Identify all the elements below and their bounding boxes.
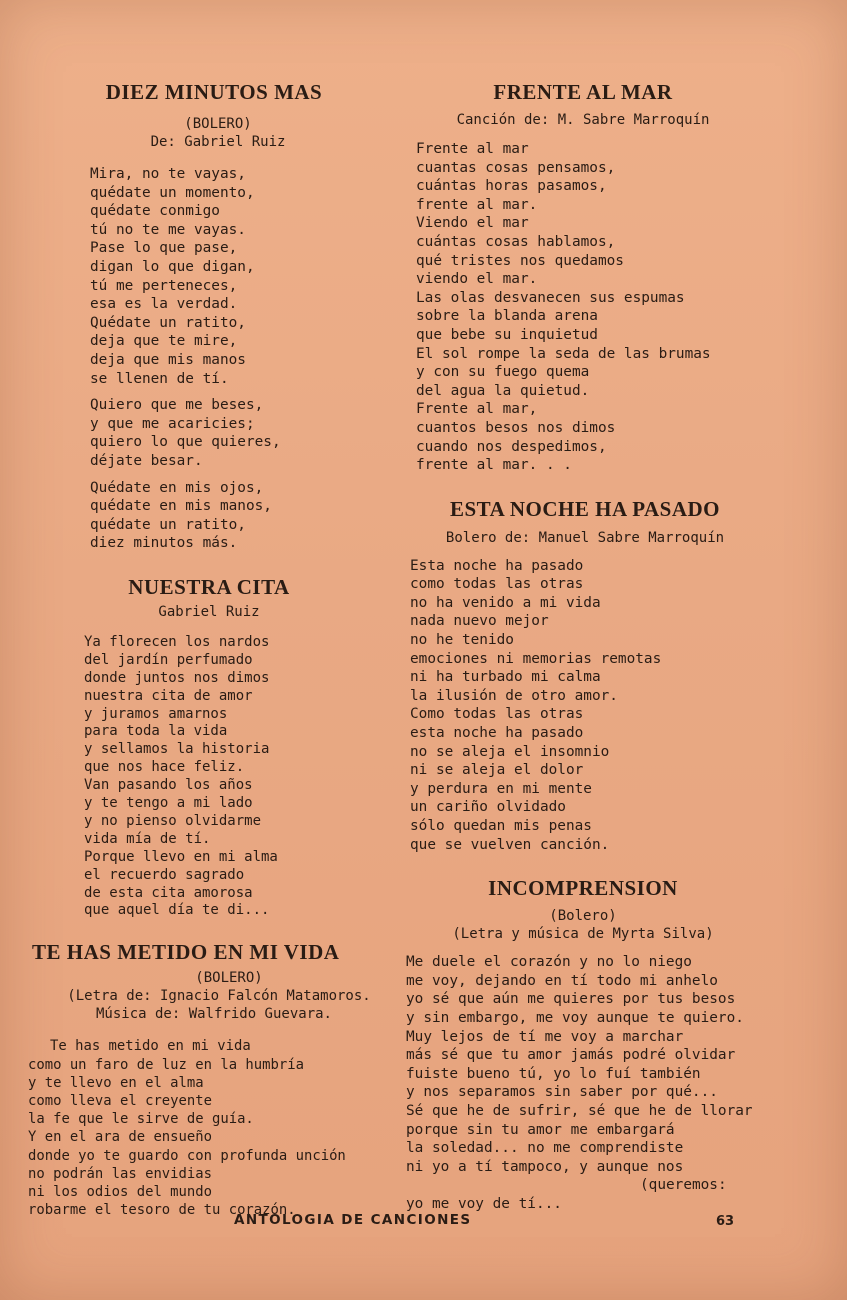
stanza — [90, 239, 394, 388]
lyric-line: me voy, dejando en tí todo mi anhelo — [406, 972, 718, 989]
lyric-line: digan lo que digan, — [90, 258, 255, 275]
lyric-line: esa es la verdad. — [90, 296, 238, 313]
song-lyricist: (Letra de: Ignacio Falcón Matamoros. — [67, 988, 371, 1005]
lyric-line: Como todas las otras — [410, 706, 584, 723]
lyric-line: deja que mis manos — [90, 351, 246, 368]
lyric-line: que aquel día te di... — [84, 902, 270, 919]
lyric-line: Porque llevo en mi alma — [84, 848, 278, 865]
lyric-line: y no pienso olvidarme — [84, 812, 262, 829]
stanza — [84, 634, 394, 921]
lyric-line: y perdura en mi mente — [410, 780, 592, 797]
lyric-line: y con su fuego quema — [416, 364, 590, 381]
stanza — [406, 953, 800, 1027]
lyric-line: un cariño olvidado — [410, 799, 566, 816]
left-column — [24, 80, 394, 1219]
lyric-line: y juramos amarnos — [84, 705, 228, 722]
lyrics — [416, 140, 800, 475]
lyric-line: Ya florecen los nardos — [84, 633, 270, 650]
lyric-line: no he tenido — [410, 632, 514, 649]
lyric-line: Quédate en mis ojos, — [90, 479, 264, 496]
song-te-has-metido — [24, 940, 394, 1219]
song-genre: (BOLERO) — [195, 970, 263, 987]
lyric-line: Mira, no te vayas, — [90, 166, 246, 182]
lyric-line: sólo quedan mis penas — [410, 818, 592, 834]
stanza — [28, 1037, 394, 1219]
song-author: Bolero de: Manuel Sabre Marroquín — [445, 529, 725, 546]
lyric-line: diez minutos más. — [90, 535, 238, 552]
lyric-line: cuantos besos nos dimos — [416, 419, 616, 436]
lyric-line: y sellamos la historia — [84, 741, 270, 758]
lyric-line: Te has metido en mi vida — [50, 1038, 251, 1055]
book-title-footer: ANTOLOGIA DE CANCIONES — [234, 1212, 472, 1228]
song-composer: Música de: Walfrido Guevara. — [95, 1006, 332, 1023]
lyric-line: y que me acaricies; — [90, 415, 255, 432]
lyric-line: (queremos: — [640, 1177, 727, 1194]
lyric-line: sobre la blanda arena — [416, 308, 598, 325]
song-genre: (Bolero) — [549, 908, 617, 925]
lyric-line: y te tengo a mi lado — [84, 795, 253, 812]
lyric-line: como un faro de luz en la humbría — [28, 1056, 304, 1073]
lyric-line: el recuerdo sagrado — [84, 866, 245, 883]
lyric-line: la soledad... no me comprendiste — [406, 1140, 684, 1157]
lyric-line: nuestra cita de amor — [84, 687, 253, 704]
stanza — [410, 705, 800, 854]
lyric-line: no ha venido a mi vida — [410, 594, 601, 611]
lyric-line: Las olas desvanecen sus espumas — [416, 289, 685, 306]
song-incomprension — [400, 876, 800, 1213]
song-diez-minutos-mas — [24, 80, 394, 553]
lyric-line: cuántas cosas hablamos, — [416, 233, 616, 250]
lyric-line: Van pasando los años — [84, 777, 253, 794]
lyric-line: yo me voy de tí... — [406, 1195, 562, 1212]
lyric-line: del agua la quietud. — [416, 382, 590, 399]
lyric-line: del jardín perfumado — [84, 651, 253, 668]
lyric-line: se llenen de tí. — [90, 370, 229, 387]
song-title: DIEZ MINUTOS MAS — [105, 80, 323, 104]
lyric-line: la fe que le sirve de guía. — [28, 1111, 254, 1128]
lyric-line: Me duele el corazón y no lo niego — [406, 954, 692, 971]
stanza — [416, 214, 800, 344]
lyric-line: Quédate un ratito, — [90, 314, 246, 331]
lyric-line: que se vuelven canción. — [410, 836, 610, 853]
lyric-line: para toda la vida — [84, 723, 228, 740]
lyric-line: fuiste bueno tú, yo lo fuí también — [406, 1065, 701, 1082]
song-author: Canción de: M. Sabre Marroquín — [456, 112, 710, 128]
lyric-line: quédate en mis manos, — [90, 498, 272, 515]
lyrics — [406, 953, 800, 1213]
lyric-line: y te llevo en el alma — [28, 1074, 204, 1091]
song-title: NUESTRA CITA — [128, 574, 290, 599]
song-title: INCOMPRENSION — [488, 876, 678, 901]
stanza — [90, 479, 394, 553]
stanza — [406, 1102, 800, 1214]
lyric-line: de esta cita amorosa — [84, 884, 253, 901]
stanza — [416, 345, 800, 475]
lyric-line: y nos separamos sin saber por qué... — [406, 1084, 718, 1101]
stanza — [416, 140, 800, 214]
lyric-line: la ilusión de otro amor. — [410, 687, 618, 704]
lyric-line: quédate conmigo — [90, 203, 220, 220]
lyric-line: cuando nos despedimos, — [416, 438, 607, 455]
lyric-line: que bebe su inquietud — [416, 326, 598, 343]
lyric-line: Frente al mar — [416, 141, 529, 157]
lyric-line: como lleva el creyente — [28, 1092, 212, 1109]
lyric-line: cuantas cosas pensamos, — [416, 159, 616, 176]
stanza — [90, 165, 394, 239]
lyric-line: Esta noche ha pasado — [410, 557, 584, 574]
lyric-line: yo sé que aún me quieres por tus besos — [406, 991, 736, 1008]
song-esta-noche — [400, 497, 800, 855]
lyric-line: como todas las otras — [410, 576, 584, 593]
lyric-line: quédate un momento, — [90, 184, 255, 201]
stanza — [406, 1028, 800, 1102]
page-number: 63 — [716, 1214, 735, 1229]
lyrics — [84, 634, 394, 921]
song-title: FRENTE AL MAR — [493, 80, 673, 104]
lyric-line: Y en el ara de ensueño — [28, 1129, 212, 1146]
lyric-line: no se aleja el insomnio — [410, 743, 610, 760]
lyric-line: Quiero que me beses, — [90, 397, 264, 414]
lyric-line: donde yo te guardo con profunda unción — [28, 1147, 346, 1164]
lyric-line: Pase lo que pase, — [90, 240, 238, 257]
lyric-line: ni los odios del mundo — [28, 1184, 212, 1200]
song-title: ESTA NOCHE HA PASADO — [449, 496, 721, 521]
lyrics — [410, 557, 800, 855]
song-author: De: Gabriel Ruiz — [150, 134, 286, 150]
song-author: (Letra y música de Myrta Silva) — [452, 926, 714, 943]
stanza — [90, 396, 394, 470]
lyric-line: cuántas horas pasamos, — [416, 178, 607, 195]
lyric-line: Sé que he de sufrir, sé que he de llorar — [406, 1102, 753, 1119]
lyric-line: tú me perteneces, — [90, 277, 238, 294]
lyric-line: Viendo el mar — [416, 215, 529, 232]
lyric-line: donde juntos nos dimos — [84, 669, 270, 686]
lyric-line: que nos hace feliz. — [84, 759, 245, 776]
song-frente-al-mar — [400, 80, 800, 475]
lyric-line: viendo el mar. — [416, 271, 538, 288]
lyric-line: ni yo a tí tampoco, y aunque nos — [406, 1158, 684, 1175]
lyric-line: deja que te mire, — [90, 333, 238, 350]
lyric-line: frente al mar. . . — [416, 457, 572, 474]
lyric-line: Muy lejos de tí me voy a marchar — [406, 1028, 684, 1045]
song-title: TE HAS METIDO EN MI VIDA — [32, 940, 340, 965]
song-genre: (BOLERO) — [184, 116, 252, 132]
lyric-line: El sol rompe la seda de las brumas — [416, 345, 711, 362]
lyric-line: porque sin tu amor me embargará — [406, 1121, 675, 1138]
lyric-line: Frente al mar, — [416, 401, 538, 418]
lyric-line: quiero lo que quieres, — [90, 434, 281, 451]
lyric-line: qué tristes nos quedamos — [416, 252, 624, 269]
lyric-line: ni ha turbado mi calma — [410, 669, 601, 686]
lyric-line: vida mía de tí. — [84, 830, 211, 847]
lyric-line: no podrán las envidias — [28, 1165, 212, 1182]
lyric-line: esta noche ha pasado — [410, 725, 584, 742]
lyric-line: ni se aleja el dolor — [410, 762, 584, 779]
lyric-line: nada nuevo mejor — [410, 613, 549, 630]
lyric-line: tú no te me vayas. — [90, 221, 246, 238]
song-nuestra-cita — [24, 575, 394, 921]
lyrics — [28, 1037, 394, 1219]
song-author: Gabriel Ruiz — [158, 603, 260, 620]
lyric-line: y sin embargo, me voy aunque te quiero. — [406, 1009, 744, 1026]
lyric-line: quédate un ratito, — [90, 516, 246, 533]
lyric-line: robarme el tesoro de tu corazón. — [28, 1202, 296, 1219]
lyric-line: frente al mar. — [416, 196, 538, 213]
lyric-line: emociones ni memorias remotas — [410, 650, 662, 667]
right-column — [400, 80, 800, 1214]
lyrics — [90, 165, 394, 553]
lyric-line: déjate besar. — [90, 452, 203, 469]
stanza — [410, 557, 800, 706]
lyric-line: más sé que tu amor jamás podré olvidar — [406, 1047, 736, 1064]
